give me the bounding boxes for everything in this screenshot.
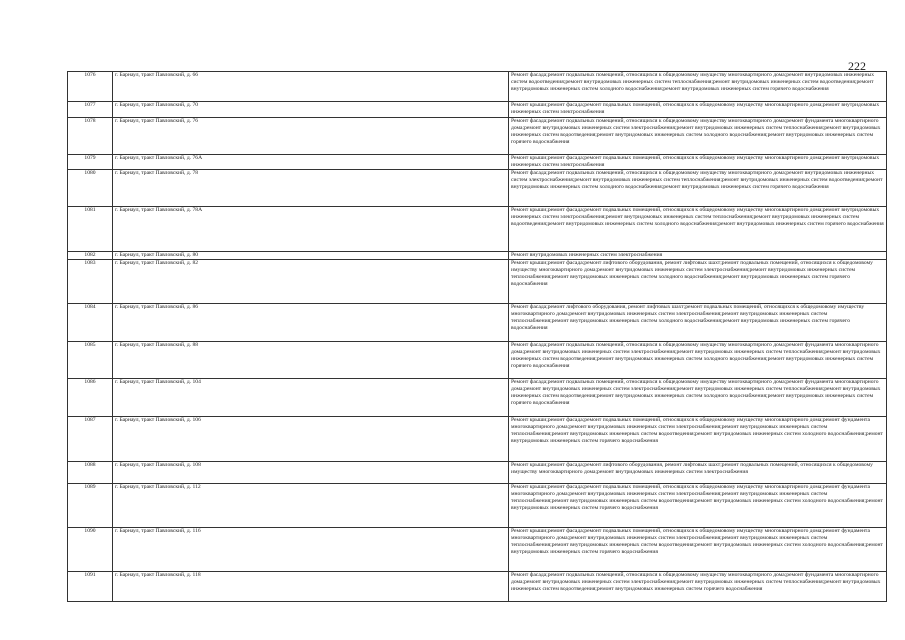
row-address: г. Барнаул, тракт Павловский, д. 116 (113, 527, 509, 571)
row-works: Ремонт фасада;ремонт подвальных помещений, относящихся к общедомовому имуществу многоквартирного дома;ремонт внутридомовых инженерных систем водоотведения;ремонт внутридомовых инженерных систем теплоснабжения;ремонт внутридомовых инженерных систем водоотведения;ремонт внутридомовых инженерных систем холодного водоснабжения;ремонт внутридомовых инженерных систем горячего водоснабжения (509, 72, 887, 102)
table-row (68, 259, 887, 303)
row-works: Ремонт фасада;ремонт лифтового оборудования, ремонт лифтовых шахт;ремонт подвальных помещений, относящихся к общедомовому имуществу многоквартирного дома;ремонт внутридомовых инженерных систем электроснабжения;ремонт внутридомовых инженерных систем теплоснабжения;ремонт внутридомовых инженерных систем холодного водоснабжения;ремонт внутридомовых инженерных систем горячего водоснабжения (509, 303, 887, 341)
row-number: 1081 (68, 207, 113, 252)
row-address: г. Барнаул, тракт Павловский, д. 82 (113, 259, 509, 303)
row-address: г. Барнаул, тракт Павловский, д. 76А (113, 155, 509, 170)
row-number: 1090 (68, 527, 113, 571)
table-row (68, 483, 887, 527)
row-address: г. Барнаул, тракт Павловский, д. 108 (113, 461, 509, 483)
row-address: г. Барнаул, тракт Павловский, д. 70 (113, 102, 509, 118)
row-number: 1084 (68, 303, 113, 341)
row-address: г. Барнаул, тракт Павловский, д. 66 (113, 72, 509, 102)
row-address: г. Барнаул, тракт Павловский, д. 104 (113, 378, 509, 416)
row-works: Ремонт крыши;ремонт фасада;ремонт лифтового оборудования, ремонт лифтовых шахт;ремонт подвальных помещений, относящихся к общедомовому имуществу многоквартирного дома;ремонт внутридомовых инженерных систем электроснабжения;ремонт внутридомовых инженерных систем теплоснабжения;ремонт внутридомовых инженерных систем холодного водоснабжения;ремонт внутридомовых инженерных систем горячего водоснабжения (509, 259, 887, 303)
table-row (68, 527, 887, 571)
row-number: 1077 (68, 102, 113, 118)
row-address: г. Барнаул, тракт Павловский, д. 86 (113, 303, 509, 341)
row-address: г. Барнаул, тракт Павловский, д. 112 (113, 483, 509, 527)
table-row (68, 72, 887, 102)
row-number: 1087 (68, 416, 113, 461)
row-number: 1082 (68, 252, 113, 260)
row-works: Ремонт крыши;ремонт фасада;ремонт подвальных помещений, относящихся к общедомовому имуществу многоквартирного дома;ремонт внутридомовых инженерных систем электроснабжения;ремонт внутридомовых инженерных систем теплоснабжения;ремонт внутридомовых инженерных систем водоотведения;ремонт внутридомовых инженерных систем холодного водоснабжения;ремонт внутридомовых инженерных систем горячего водоснабжения (509, 207, 887, 252)
row-works: Ремонт крыши;ремонт фасада;ремонт подвальных помещений, относящихся к общедомовому имуществу многоквартирного дома;ремонт фундамента многоквартирного дома;ремонт внутридомовых инженерных систем электроснабжения;ремонт внутридомовых инженерных систем теплоснабжения;ремонт внутридомовых инженерных систем водоотведения;ремонт внутридомовых инженерных систем холодного водоснабжения;ремонт внутридомовых инженерных систем горячего водоснабжения (509, 483, 887, 527)
row-works: Ремонт фасада;ремонт подвальных помещений, относящихся к общедомовому имуществу многоквартирного дома;ремонт фундамента многоквартирного дома;ремонт внутридомовых инженерных систем электроснабжения;ремонт внутридомовых инженерных систем теплоснабжения;ремонт внутридомовых инженерных систем водоотведения;ремонт внутридомовых инженерных систем холодного водоснабжения;ремонт внутридомовых инженерных систем горячего водоснабжения (509, 118, 887, 155)
table-row (68, 155, 887, 170)
row-number: 1086 (68, 378, 113, 416)
row-works: Ремонт крыши;ремонт фасада;ремонт подвальных помещений, относящихся к общедомовому имуществу многоквартирного дома;ремонт внутридомовых инженерных систем электроснабжения (509, 155, 887, 170)
table-row (68, 207, 887, 252)
table-row (68, 118, 887, 155)
row-number: 1085 (68, 341, 113, 378)
row-address: г. Барнаул, тракт Павловский, д. 88 (113, 341, 509, 378)
row-works: Ремонт крыши;ремонт фасада;ремонт подвальных помещений, относящихся к общедомовому имуществу многоквартирного дома;ремонт фундамента многоквартирного дома;ремонт внутридомовых инженерных систем электроснабжения;ремонт внутридомовых инженерных систем теплоснабжения;ремонт внутридомовых инженерных систем водоотведения;ремонт внутридомовых инженерных систем холодного водоснабжения;ремонт внутридомовых инженерных систем горячего водоснабжения (509, 416, 887, 461)
row-works: Ремонт крыши;ремонт фасада;ремонт лифтового оборудования, ремонт лифтовых шахт;ремонт подвальных помещений, относящихся к общедомовому имуществу многоквартирного дома;ремонт внутридомовых инженерных систем электроснабжения (509, 461, 887, 483)
table-row (68, 303, 887, 341)
row-number: 1079 (68, 155, 113, 170)
row-number: 1089 (68, 483, 113, 527)
table-row (68, 571, 887, 601)
table-row (68, 341, 887, 378)
row-number: 1078 (68, 118, 113, 155)
row-works: Ремонт фасада;ремонт подвальных помещений, относящихся к общедомовому имуществу многоквартирного дома;ремонт фундамента многоквартирного дома;ремонт внутридомовых инженерных систем электроснабжения;ремонт внутридомовых инженерных систем теплоснабжения;ремонт внутридомовых инженерных систем водоотведения;ремонт внутридомовых инженерных систем горячего водоснабжения (509, 571, 887, 601)
table-row (68, 416, 887, 461)
row-works: Ремонт крыши;ремонт фасада;ремонт подвальных помещений, относящихся к общедомовому имуществу многоквартирного дома;ремонт внутридомовых инженерных систем электроснабжения (509, 102, 887, 118)
row-address: г. Барнаул, тракт Павловский, д. 78 (113, 170, 509, 207)
row-works: Ремонт фасада;ремонт подвальных помещений, относящихся к общедомовому имуществу многоквартирного дома;ремонт фундамента многоквартирного дома;ремонт внутридомовых инженерных систем электроснабжения;ремонт внутридомовых инженерных систем теплоснабжения;ремонт внутридомовых инженерных систем водоотведения;ремонт внутридомовых инженерных систем холодного водоснабжения;ремонт внутридомовых инженерных систем горячего водоснабжения (509, 341, 887, 378)
row-works: Ремонт фасада;ремонт подвальных помещений, относящихся к общедомовому имуществу многоквартирного дома;ремонт внутридомовых инженерных систем электроснабжения;ремонт внутридомовых инженерных систем теплоснабжения;ремонт внутридомовых инженерных систем водоотведения;ремонт внутридомовых инженерных систем холодного водоснабжения;ремонт внутридомовых инженерных систем горячего водоснабжения (509, 170, 887, 207)
row-address: г. Барнаул, тракт Павловский, д. 118 (113, 571, 509, 601)
row-address: г. Барнаул, тракт Павловский, д. 106 (113, 416, 509, 461)
row-works: Ремонт внутридомовых инженерных систем электроснабжения (509, 252, 887, 260)
row-number: 1083 (68, 259, 113, 303)
row-works: Ремонт крыши;ремонт фасада;ремонт подвальных помещений, относящихся к общедомовому имуществу многоквартирного дома;ремонт фундамента многоквартирного дома;ремонт внутридомовых инженерных систем электроснабжения;ремонт внутридомовых инженерных систем теплоснабжения;ремонт внутридомовых инженерных систем водоотведения;ремонт внутридомовых инженерных систем холодного водоснабжения;ремонт внутридомовых инженерных систем горячего водоснабжения (509, 527, 887, 571)
row-address: г. Барнаул, тракт Павловский, д. 76 (113, 118, 509, 155)
row-works: Ремонт фасада;ремонт подвальных помещений, относящихся к общедомовому имуществу многоквартирного дома;ремонт фундамента многоквартирного дома;ремонт внутридомовых инженерных систем электроснабжения;ремонт внутридомовых инженерных систем теплоснабжения;ремонт внутридомовых инженерных систем водоотведения;ремонт внутридомовых инженерных систем холодного водоснабжения;ремонт внутридомовых инженерных систем горячего водоснабжения (509, 378, 887, 416)
page-number: 222 (848, 59, 866, 73)
table-row (68, 170, 887, 207)
row-address: г. Барнаул, тракт Павловский, д. 78А (113, 207, 509, 252)
table-row (68, 102, 887, 118)
table-row (68, 252, 887, 260)
row-address: г. Барнаул, тракт Павловский, д. 80 (113, 252, 509, 260)
row-number: 1076 (68, 72, 113, 102)
row-number: 1091 (68, 571, 113, 601)
repair-schedule-table (67, 71, 887, 602)
row-number: 1080 (68, 170, 113, 207)
table-row (68, 378, 887, 416)
row-number: 1088 (68, 461, 113, 483)
table-row (68, 461, 887, 483)
